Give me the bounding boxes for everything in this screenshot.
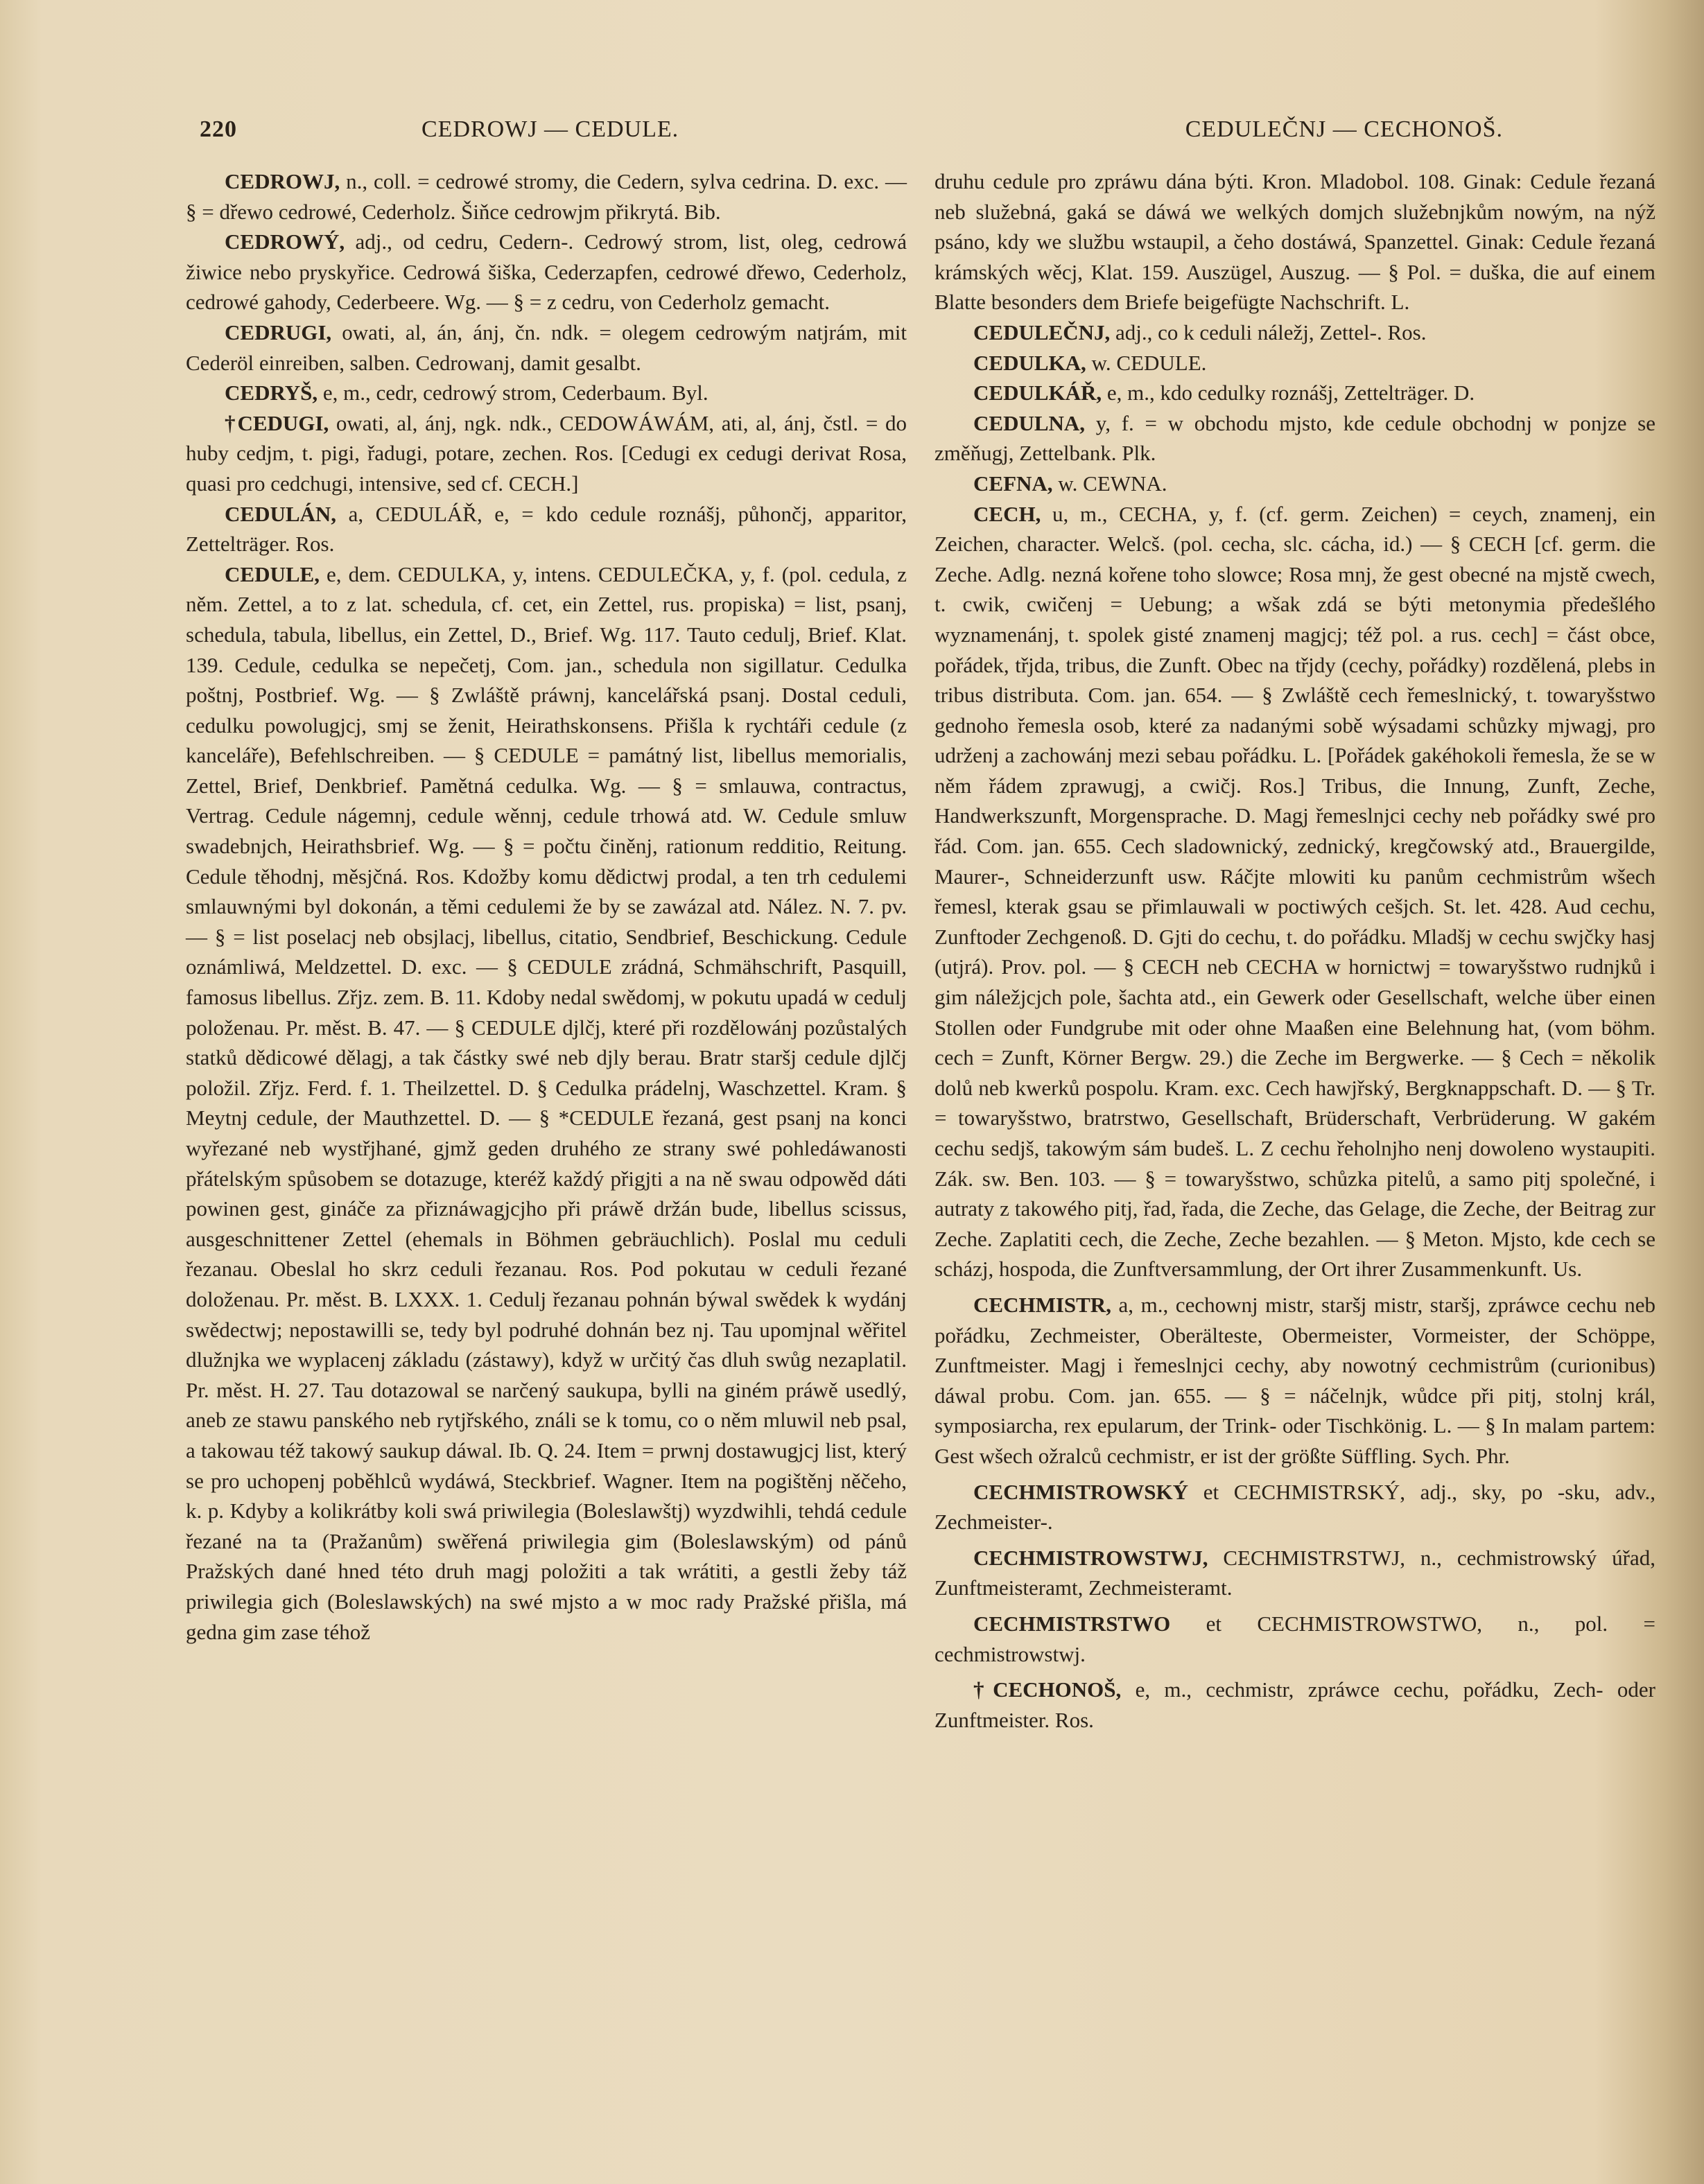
entry-text: w. CEWNA. — [1058, 471, 1167, 496]
page-header — [200, 116, 1503, 158]
entry — [186, 317, 907, 378]
entry — [934, 1675, 1655, 1735]
entry — [934, 378, 1655, 408]
entry-headword: CEDULE, — [225, 561, 320, 586]
entry-headword: CEDULÁN, — [225, 501, 337, 526]
right-running-head: CEDULEČNJ — CECHONOŠ. — [1185, 116, 1503, 142]
entry-text: adj., co k ceduli náležj, Zettel-. Ros. — [1115, 320, 1427, 344]
entry-text: adj., od cedru, Cedern-. Cedrowý strom, list, oleg, cedrowá žiwice nebo pryskyřice. Cedrowá šiška, Cederzapfen, cedrowé dřewo, Cederholz, cedrowé gahody, Cederbeere. Wg. — § = z cedru, von Cederholz gemacht. — [186, 229, 907, 315]
entry — [934, 499, 1655, 1284]
entry-text: druhu cedule pro zpráwu dána býti. Kron. Mladobol. 108. Ginak: Cedule řezaná neb služebná, gaká se dáwá we welkých domjch služebnjkům nowým, na nýž psáno, kdy we službu wstaupil, a čeho dostáwá, Spanzettel. Ginak: Cedule řezaná krámských wěcj, Klat. 159. Auszügel, Auszug. — § Pol. = duška, die auf einem Blatte besonders dem Briefe beigefügte Nachschrift. L. — [934, 169, 1655, 315]
entry-text: CECHMISTRSTWJ, n., cechmistrowský úřad, Zunftmeisteramt, Zechmeisteramt. — [934, 1545, 1655, 1600]
entry — [934, 348, 1655, 378]
entry-text: u, m., CECHA, y, f. (cf. germ. Zeichen) = ceych, znamenj, ein Zeichen, character. Welcš. (pol. cecha, slc. cácha, id.) — § CECH [cf. germ. die Zeche. Adlg. nezná kořene toho slowce; Rosa mnj, že gest obecné na mjstě cwech, t. cwik, cwičenj = Uebung; a wšak zdá se býti metonymia předešlého wyznamenánj, t. spolek gisté znamenj magjcj; též pol. a rus. cech] = část obce, pořádek, třjda, tribus, die Zunft. Obec na třjdy (cechy, pořádky) rozdělená, plebs in tribus distributa. Com. jan. 654. — § Zwláště cech řemeslnický, t. towaryšstwo gednoho řemesla osob, které za nadanými sobě wýsadami schůzky mjwagj, pro udrženj a zachowánj mezi sebau pořádku. L. [Pořádek gakéhokoli řemesla, že se w něm řádem zprawugj, a cwičj. Ros.] Tribus, die Innung, Zunft, Zeche, Handwerkszunft, Morgensprache. D. Magj řemeslnjci cechy neb pořádky swé pro řád. Com. jan. 655. Cech sladownický, zednický, kregčowský atd., Brauergilde, Maurer-, Schneiderzunft usw. Ráčjte mlowiti ku panům cechmistrům wšech řemesl, kterak gsau se přimlauwali w poctiwých cešjch. St. let. 428. Aud cechu, Zunftoder Zechgenoß. D. Gjti do cechu, t. do pořádku. Mladšj w cechu swjčky hasj (utjrá). Prov. pol. — § CECH neb CECHA w hornictwj = towaryšstwo rudnjků i gim náležjcjch pole, šachta atd., ein Gewerk oder Gesellschaft, welche über einen Stollen oder Fundgrube mit oder ohne Maaßen eine Belehnung hat, (vom böhm. cech = Zunft, Körner Bergw. 29.) die Zeche im Bergwerke. — § Cech = několik dolů neb kwerků pospolu. Kram. exc. Cech hawjřský, Bergknappschaft. D. — § Tr. = towaryšstwo, bratrstwo, Gesellschaft, Brüderschaft, Verbrüderung. W gakém cechu sedjš, takowým sám budeš. L. Z cechu řeholnjho nenj dowoleno wystaupiti. Zák. sw. Ben. 103. — § = towaryšstwo, schůzka pitelů, a samo pitj společné, i autraty z takowého pitj, řad, řada, die Zeche, das Gelage, die Zeche, der Beitrag zur Zeche. Zaplatiti cech, die Zeche, Zeche bezahlen. — § Meton. Mjsto, kde cech se scházj, hospoda, die Zunftversammlung, der Ort ihrer Zusammenkunft. Us. — [934, 501, 1656, 1282]
page-number: 220 — [200, 116, 237, 142]
entry — [186, 408, 907, 499]
entry-text: e, dem. CEDULKA, y, intens. CEDULEČKA, y, f. (pol. cedula, z něm. Zettel, a to z lat. schedula, cf. cet, ein Zettel, rus. propiska) = list, psanj, schedula, tabula, libellus, ein Zettel, D., Brief. Wg. 117. Tauto cedulj, Brief. Klat. 139. Cedule, cedulka se nepečetj, Com. jan., schedula non sigillatur. Cedulka poštnj, Postbrief. Wg. — § Zwláště práwnj, kancelářská psanj. Dostal ceduli, cedulku powolugjcj, smj se ženit, Heirathskonsens. Přišla k rychtáři cedule (z kanceláře), Befehlschreiben. — § CEDULE = památný list, libellus memorialis, Zettel, Brief, Denkbrief. Pamětná cedulka. Wg. — § = smlauwa, contractus, Vertrag. Cedule nágemnj, cedule wěnnj, cedule trhowá atd. W. Cedule smluw swadebnjch, Heirathsbrief. Wg. — § = počtu činěnj, rationum redditio, Reitung. Cedule těhodnj, měsjčná. Ros. Kdožby komu dědictwj prodal, a ten trh cedulemi smlauwnými byl dokonán, a těmi cedulemi že by se zawázal atd. Nález. N. 7. pv. — § = list poselacj neb obsjlacj, libellus, citatio, Sendbrief, Beschickung. Cedule oznámliwá, Meldzettel. D. exc. — § CEDULE zrádná, Schmähschrift, Pasquill, famosus libellus. Zřjz. zem. B. 11. Kdoby nedal swědomj, w pokutu upadá w cedulj položenau. Pr. měst. B. 47. — § CEDULE djlčj, které při rozdělowánj pozůstalých statků dědicowé dělagj, a tak částky swé neb djly berau. Bratr staršj cedule djlčj položil. Zřjz. Ferd. f. 1. Theilzettel. D. § Cedulka prádelnj, Waschzettel. Kram. § Meytnj cedule, der Mauthzettel. D. — § *CEDULE řezaná, gest psanj na konci wyřezané neb wystřjhané, gjmž geden druhého ze strany swé pohledáwanosti přátelským spůsobem se dotazuge, kteréž každý přigjti a na ně swau odpowěd dáti powinen gest, gináče za přiznáwagjcjho při práwě držán bude, libellus scissus, ausgeschnittener Zettel (ehemals in Böhmen gebräuchlich). Poslal mu ceduli řezanau. Obeslal ho skrz ceduli řezanau. Ros. Pod pokutau w ceduli řezané doloženau. Pr. měst. B. LXXX. 1. Cedulj řezanau pohnán býwal swědek k wydánj swědectwj; nepostawilli se, tedy byl podruhé dohnán bez nj. Tau upomjnal wěřitel dlužnjka we wyplacenj základu (zástawy), když w určitý čas dluh swůg nezaplatil. Pr. měst. H. 27. Tau dotazowal se narčený saukupa, bylli na giném práwě usedlý, aneb ze stawu panského neb rytjřského, ználi se k tomu, co o něm mluwil neb psal, a takowau též takowý saukup dáwal. Ib. Q. 24. Item = prwnj dostawugjcj list, který se pro uchopenj poběhlců wydáwá, Steckbrief. Wagner. Item na pogištěnj něčeho, k. p. Kdyby a kolikrátby koli swá priwilegia (Boleslawštj) wyzdwihli, tehdá cedule řezané na ta (Pražanům) swěřená priwilegia gim (Boleslawským) od pánů Pražských dané hned této druh magj položiti a tak wrátiti, a gestli žeby táž priwilegia gich (Boleslawských) na swé mjsto a w moc rady Pražské přišla, má gedna gim zase téhož — [186, 561, 907, 1644]
entry-headword: CECHMISTROWSTWJ, — [973, 1545, 1208, 1570]
right-column — [934, 166, 1655, 1735]
entry-text: owati, al, án, ánj, čn. ndk. = olegem cedrowým natjrám, mit Cederöl einreiben, salben. Cedrowanj, damit gesalbt. — [186, 320, 907, 375]
entry-text: w. CEDULE. — [1091, 350, 1207, 375]
entry-headword: CEDROWJ, — [225, 169, 340, 193]
entry — [934, 317, 1655, 348]
entry-headword: †CECHONOŠ, — [973, 1677, 1122, 1702]
entry-text: owati, al, ánj, ngk. ndk., CEDOWÁWÁM, ati, al, ánj, čstl. = do huby cedjm, t. pigi, řadugi, potare, zechen. Ros. [Cedugi ex cedugi derivat Rosa, quasi pro cedchugi, intensive, sed cf. CECH.] — [186, 410, 907, 496]
entry-headword: CEFNA, — [973, 471, 1053, 496]
entry — [934, 408, 1655, 469]
entry-text: e, m., cechmistr, zpráwce cechu, pořádku, Zech- oder Zunftmeister. Ros. — [934, 1677, 1656, 1732]
entry — [934, 1543, 1655, 1603]
left-running-head: CEDROWJ — CEDULE. — [421, 116, 679, 142]
entry-headword: CEDRUGI, — [225, 320, 332, 344]
entry-text: e, m., kdo cedulky roznášj, Zettelträger. D. — [1106, 381, 1475, 405]
entry — [934, 469, 1655, 499]
entry-text: et CECHMISTRSKÝ, adj., sky, po -sku, adv., Zechmeister-. — [934, 1479, 1655, 1535]
entry-headword: †CEDUGI, — [225, 410, 329, 435]
entry-text: n., coll. = cedrowé stromy, die Cedern, sylva cedrina. D. exc. — § = dřewo cedrowé, Cederholz. Šiňce cedrowjm přikrytá. Bib. — [186, 169, 907, 224]
entry-headword: CEDRYŠ, — [225, 381, 318, 405]
entry-headword: CEDULKA, — [973, 350, 1086, 375]
entry-headword: CECH, — [973, 501, 1041, 526]
entry — [186, 227, 907, 317]
entry-headword: CEDULNA, — [973, 410, 1086, 435]
entry-continuation — [934, 166, 1655, 317]
entry-text: e, m., cedr, cedrowý strom, Cederbaum. Byl. — [322, 381, 708, 405]
entry-headword: CECHMISTRSTWO — [973, 1611, 1171, 1636]
entry — [934, 1477, 1655, 1537]
entry — [186, 499, 907, 559]
entry — [186, 166, 907, 227]
entry — [186, 559, 907, 1647]
entry — [934, 1290, 1655, 1471]
entry-text: a, CEDULÁŘ, e, = kdo cedule roznášj, půhončj, apparitor, Zettelträger. Ros. — [186, 501, 907, 557]
entry-headword: CEDULEČNJ, — [973, 320, 1111, 344]
entry-headword: CECHMISTR, — [973, 1292, 1111, 1317]
entry — [934, 1609, 1655, 1669]
left-column — [186, 166, 907, 1647]
entry-text: a, m., cechownj mistr, staršj mistr, staršj, zpráwce cechu neb pořádku, Zechmeister, Oberälteste, Obermeister, Vormeister, der Schöppe, Zunftmeister. Magj i řemeslnjci cechy, aby nowotný cechmistrům (curionibus) dáwal probu. Com. jan. 655. — § = náčelnjk, wůdce při pitj, stolnj král, symposiarcha, rex epularum, der Trink- oder Tischkönig. L. — § In malam partem: Gest wšech ožralců cechmistr, er ist der größte Süffling. Sych. Phr. — [934, 1292, 1655, 1468]
entry-headword: CEDROWÝ, — [225, 229, 345, 254]
entry-headword: CEDULKÁŘ, — [973, 381, 1102, 405]
entry-text: et CECHMISTROWSTWO, n., pol. = cechmistrowstwj. — [934, 1611, 1656, 1666]
entry-text: y, f. = w obchodu mjsto, kde cedule obchodnj w ponjze se změňugj, Zettelbank. Plk. — [934, 410, 1655, 466]
entry-headword: CECHMISTROWSKÝ — [973, 1479, 1189, 1504]
entry — [186, 378, 907, 408]
